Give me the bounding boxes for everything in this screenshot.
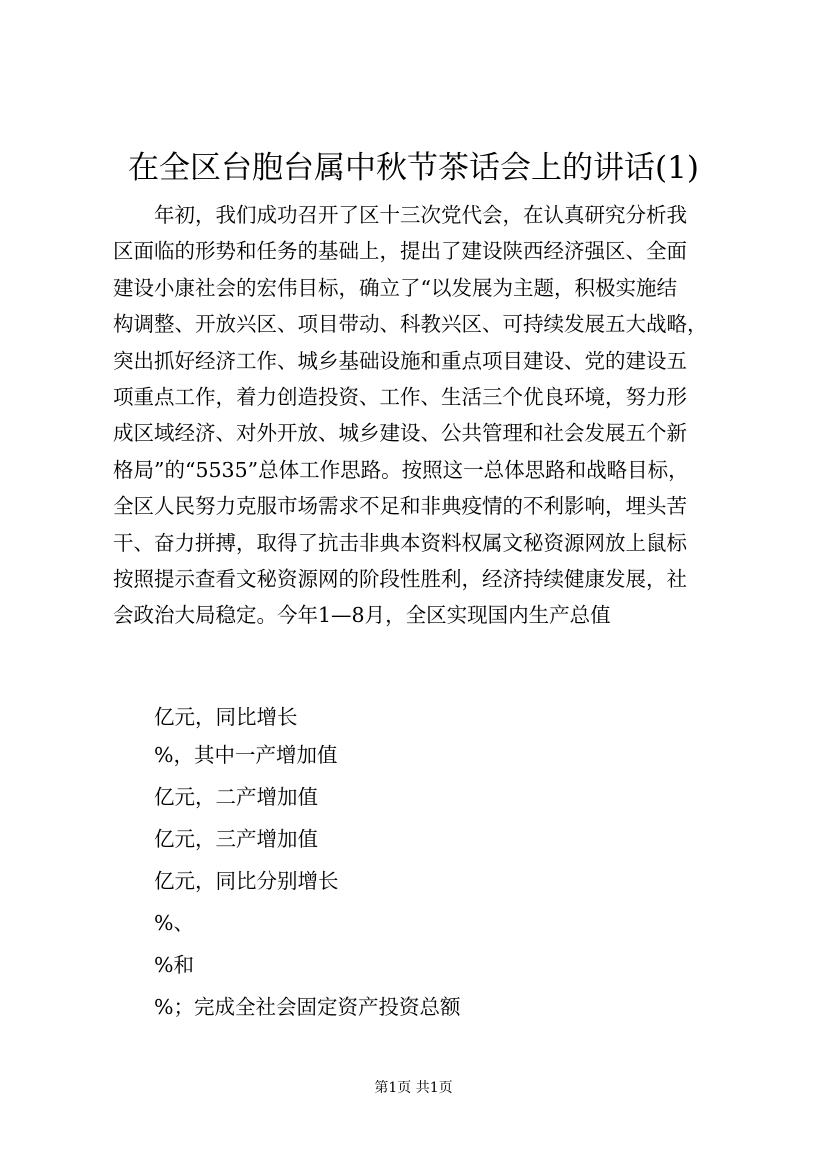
statistic-line: %，其中一产增加值 [154,743,338,767]
paragraph-line: 成区域经济、对外开放、城乡建设、公共管理和社会发展五个新 [113,421,687,446]
paragraph-line: 项重点工作，着力创造投资、工作、生活三个优良环境，努力形 [113,384,687,409]
paragraph-line: 干、奋力拼搏，取得了抗击非典本资料权属文秘资源网放上鼠标 [113,530,687,555]
paragraph-line: 突出抓好经济工作、城乡基础设施和重点项目建设、党的建设五 [113,348,687,373]
statistic-line: %、 [154,911,194,935]
statistic-line: 亿元，同比增长 [154,705,298,729]
statistic-line: 亿元，二产增加值 [154,785,318,809]
statistic-line: %；完成全社会固定资产投资总额 [154,995,461,1019]
paragraph-line: 按照提示查看文秘资源网的阶段性胜利，经济持续健康发展，社 [113,566,687,591]
document-title: 在全区台胞台属中秋节茶话会上的讲话(1) [128,150,699,186]
statistic-line: 亿元，同比分别增长 [154,869,339,893]
statistic-line: %和 [154,953,194,977]
statistic-line: 亿元，三产增加值 [154,827,318,851]
paragraph-line: 构调整、开放兴区、项目带动、科教兴区、可持续发展五大战略， [113,312,708,337]
paragraph-line: 建设小康社会的宏伟目标，确立了“以发展为主题，积极实施结 [113,275,677,300]
paragraph-line: 全区人民努力克服市场需求不足和非典疫情的不利影响，埋头苦 [113,494,687,519]
paragraph-line: 会政治大局稳定。今年1—8月，全区实现国内生产总值 [113,603,611,628]
page-number: 第1页 共1页 [374,1080,453,1096]
paragraph-line: 区面临的形势和任务的基础上，提出了建设陕西经济强区、全面 [113,239,687,264]
paragraph-line: 年初，我们成功召开了区十三次党代会，在认真研究分析我 [154,203,687,227]
body-paragraph [113,197,723,634]
paragraph-line: 格局”的“5535”总体工作思路。按照这一总体思路和战略目标， [113,457,689,482]
